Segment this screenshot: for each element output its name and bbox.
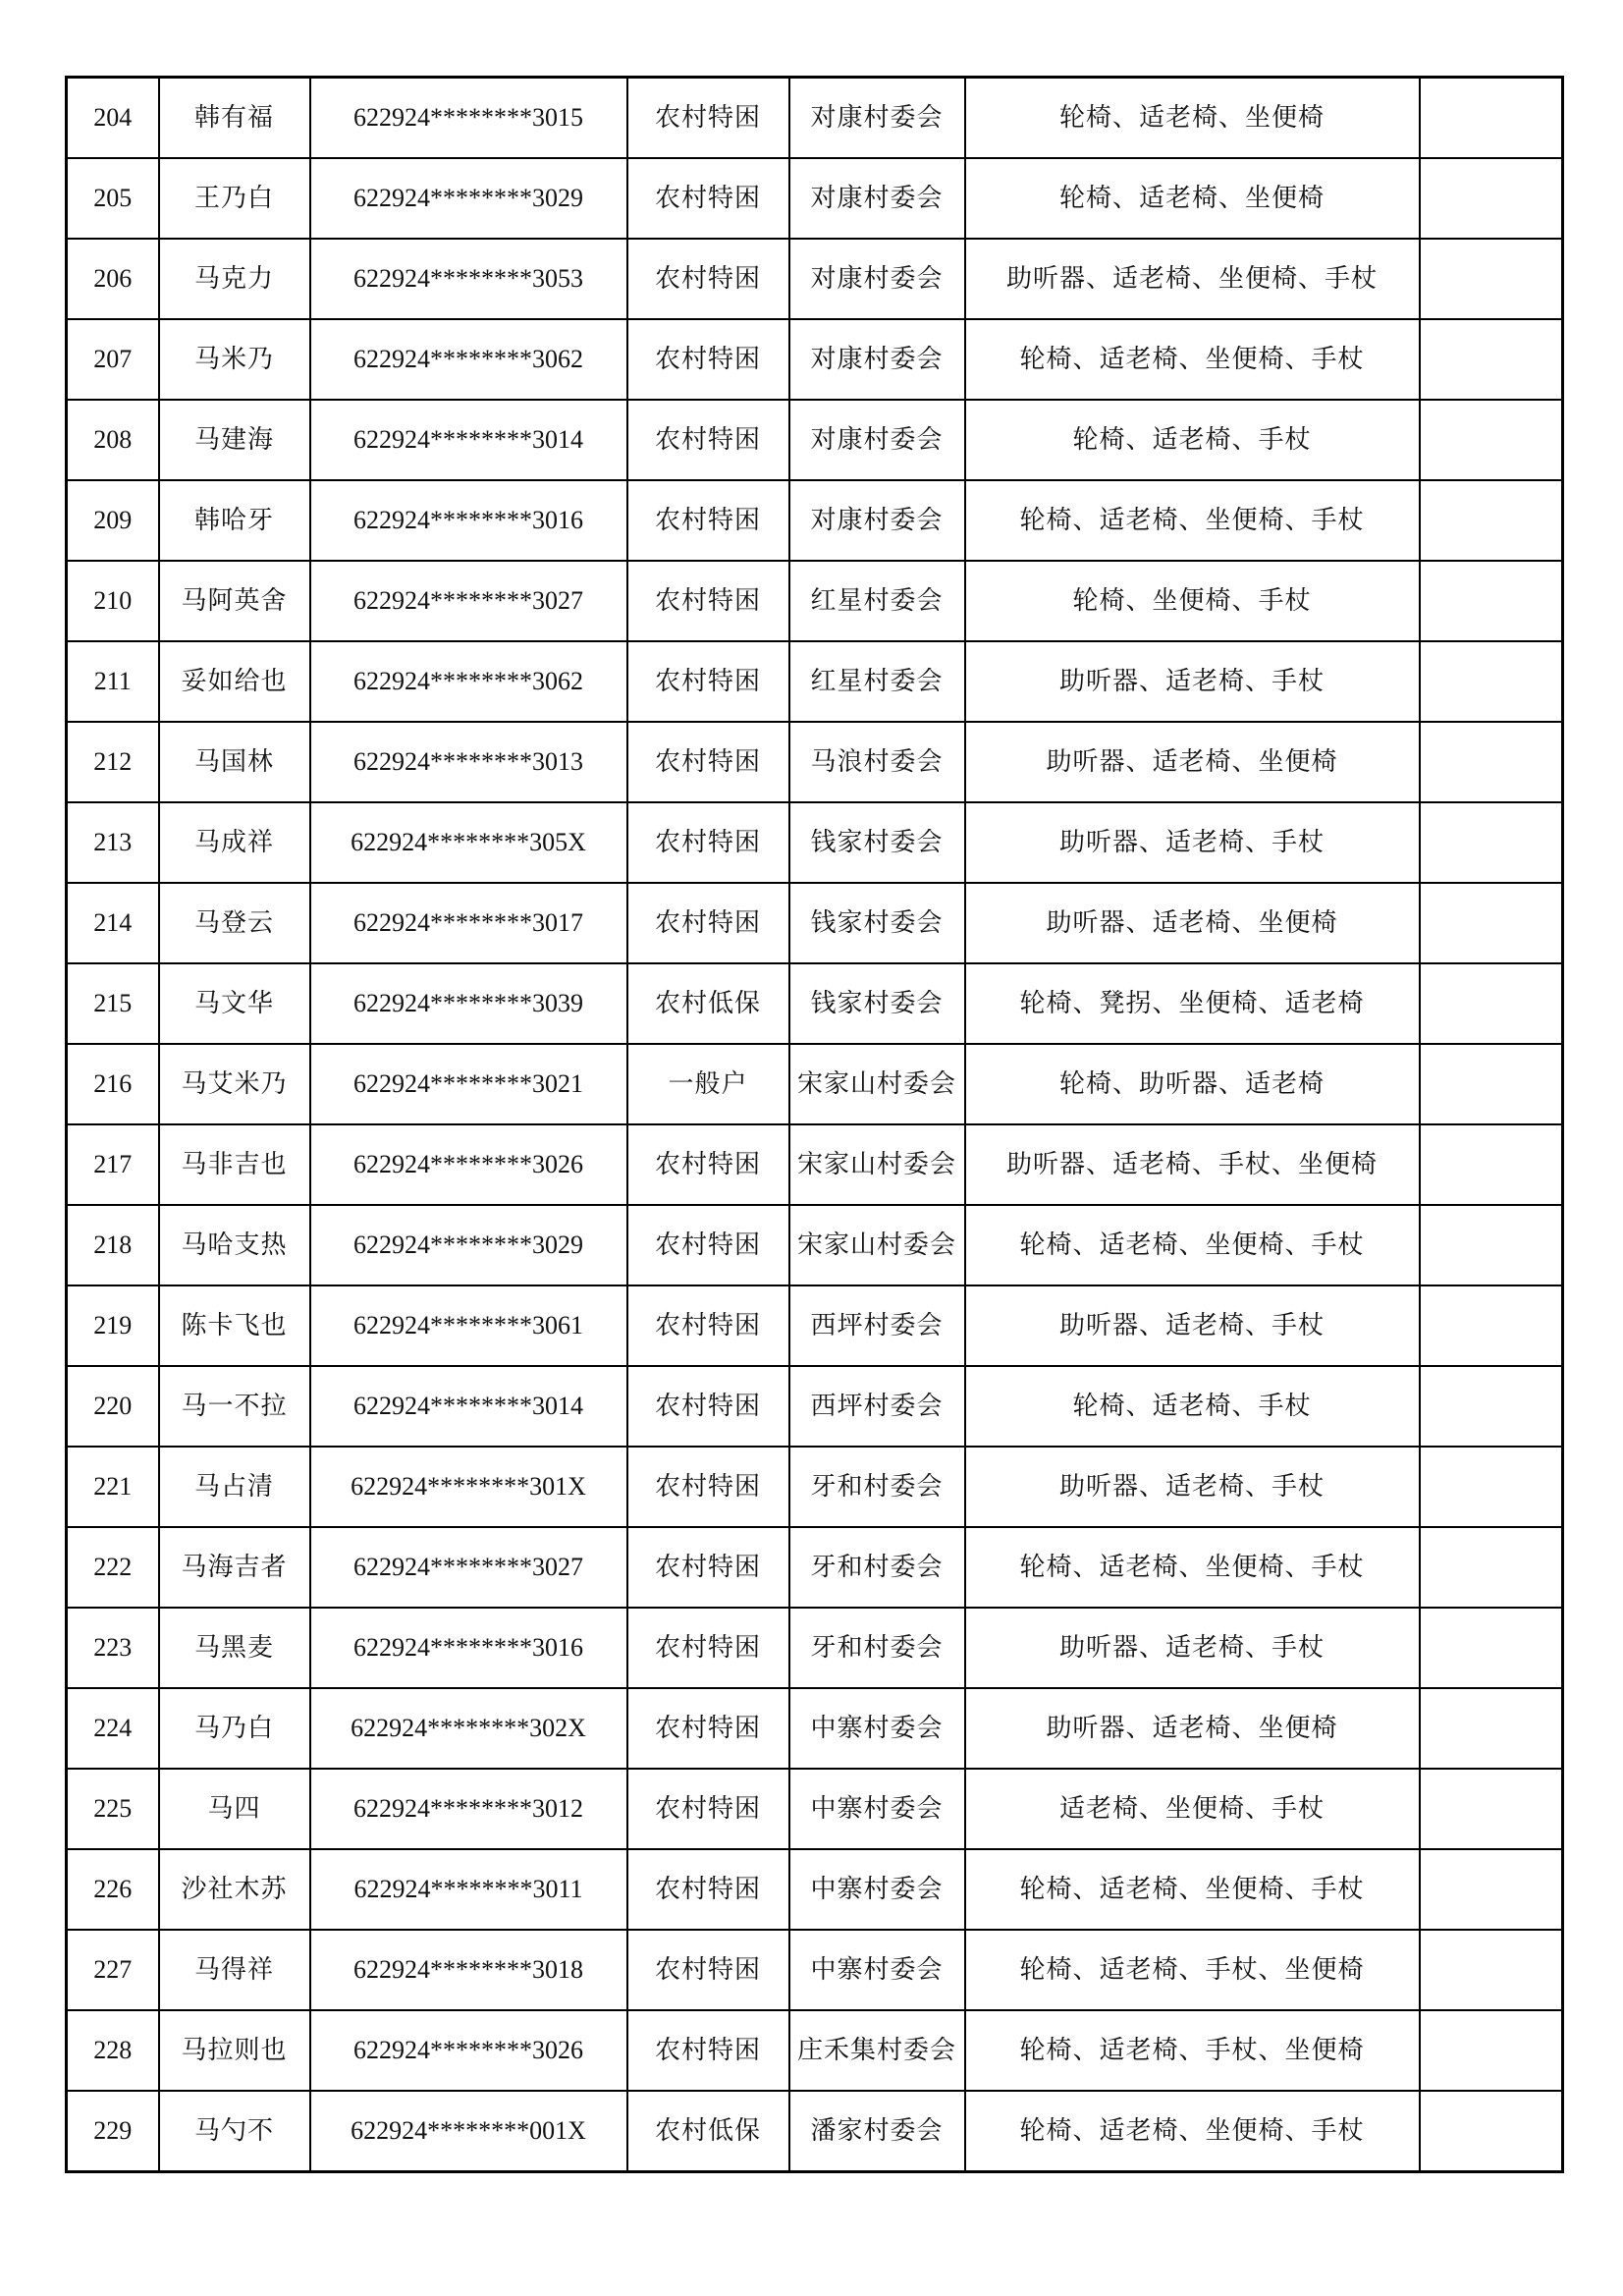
cell-name: 马哈支热 — [159, 1205, 310, 1285]
cell-village-committee: 对康村委会 — [789, 319, 965, 400]
cell-id-number: 622924********3018 — [310, 1930, 627, 2010]
cell-household-type: 农村特困 — [627, 883, 789, 963]
cell-id-number: 622924********3053 — [310, 239, 627, 319]
cell-index: 228 — [67, 2010, 159, 2091]
table-row — [67, 561, 1563, 641]
cell-name: 马海吉者 — [159, 1527, 310, 1608]
cell-remark — [1420, 400, 1563, 480]
table-row — [67, 480, 1563, 561]
cell-aid-items: 助听器、适老椅、手杖 — [965, 1285, 1420, 1366]
table-row — [67, 158, 1563, 239]
cell-name: 马占清 — [159, 1447, 310, 1527]
cell-index: 212 — [67, 722, 159, 802]
table-row — [67, 239, 1563, 319]
cell-index: 224 — [67, 1688, 159, 1769]
table-row — [67, 1688, 1563, 1769]
cell-remark — [1420, 1285, 1563, 1366]
cell-household-type: 农村特困 — [627, 1608, 789, 1688]
cell-name: 马四 — [159, 1769, 310, 1849]
cell-index: 210 — [67, 561, 159, 641]
cell-household-type: 农村特困 — [627, 641, 789, 722]
cell-village-committee: 庄禾集村委会 — [789, 2010, 965, 2091]
cell-name: 妥如给也 — [159, 641, 310, 722]
cell-index: 204 — [67, 78, 159, 159]
table-row — [67, 400, 1563, 480]
cell-remark — [1420, 480, 1563, 561]
cell-remark — [1420, 2091, 1563, 2172]
cell-remark — [1420, 1930, 1563, 2010]
cell-village-committee: 中寨村委会 — [789, 1930, 965, 2010]
cell-name: 陈卡飞也 — [159, 1285, 310, 1366]
cell-name: 马黑麦 — [159, 1608, 310, 1688]
table-row — [67, 883, 1563, 963]
cell-index: 211 — [67, 641, 159, 722]
cell-aid-items: 轮椅、坐便椅、手杖 — [965, 561, 1420, 641]
table-row — [67, 78, 1563, 159]
cell-village-committee: 红星村委会 — [789, 641, 965, 722]
table-row — [67, 963, 1563, 1044]
cell-aid-items: 轮椅、适老椅、手杖 — [965, 400, 1420, 480]
cell-index: 222 — [67, 1527, 159, 1608]
cell-name: 马文华 — [159, 963, 310, 1044]
cell-remark — [1420, 1205, 1563, 1285]
cell-household-type: 农村低保 — [627, 2091, 789, 2172]
cell-name: 马勺不 — [159, 2091, 310, 2172]
cell-index: 216 — [67, 1044, 159, 1124]
cell-aid-items: 轮椅、适老椅、坐便椅、手杖 — [965, 319, 1420, 400]
cell-id-number: 622924********3014 — [310, 1366, 627, 1447]
cell-index: 225 — [67, 1769, 159, 1849]
cell-remark — [1420, 1608, 1563, 1688]
cell-id-number: 622924********3015 — [310, 78, 627, 159]
cell-aid-items: 轮椅、适老椅、坐便椅 — [965, 158, 1420, 239]
cell-village-committee: 牙和村委会 — [789, 1608, 965, 1688]
cell-aid-items: 轮椅、适老椅、坐便椅、手杖 — [965, 480, 1420, 561]
table-body — [67, 78, 1563, 2172]
cell-name: 韩哈牙 — [159, 480, 310, 561]
cell-remark — [1420, 1849, 1563, 1930]
cell-remark — [1420, 158, 1563, 239]
cell-village-committee: 宋家山村委会 — [789, 1124, 965, 1205]
table-row — [67, 1608, 1563, 1688]
cell-village-committee: 对康村委会 — [789, 400, 965, 480]
cell-index: 229 — [67, 2091, 159, 2172]
cell-household-type: 农村特困 — [627, 158, 789, 239]
cell-id-number: 622924********3016 — [310, 1608, 627, 1688]
table-row — [67, 641, 1563, 722]
cell-household-type: 农村特困 — [627, 239, 789, 319]
cell-village-committee: 西坪村委会 — [789, 1366, 965, 1447]
cell-village-committee: 钱家村委会 — [789, 802, 965, 883]
cell-remark — [1420, 802, 1563, 883]
cell-name: 马克力 — [159, 239, 310, 319]
cell-index: 221 — [67, 1447, 159, 1527]
cell-remark — [1420, 1527, 1563, 1608]
cell-village-committee: 对康村委会 — [789, 480, 965, 561]
cell-household-type: 农村特困 — [627, 1849, 789, 1930]
cell-household-type: 农村特困 — [627, 1366, 789, 1447]
cell-index: 207 — [67, 319, 159, 400]
cell-village-committee: 西坪村委会 — [789, 1285, 965, 1366]
cell-household-type: 农村特困 — [627, 78, 789, 159]
cell-id-number: 622924********301X — [310, 1447, 627, 1527]
cell-id-number: 622924********3061 — [310, 1285, 627, 1366]
cell-id-number: 622924********3017 — [310, 883, 627, 963]
cell-aid-items: 轮椅、凳拐、坐便椅、适老椅 — [965, 963, 1420, 1044]
cell-id-number: 622924********3029 — [310, 158, 627, 239]
cell-id-number: 622924********3039 — [310, 963, 627, 1044]
cell-index: 227 — [67, 1930, 159, 2010]
cell-remark — [1420, 1688, 1563, 1769]
cell-village-committee: 牙和村委会 — [789, 1527, 965, 1608]
cell-name: 马一不拉 — [159, 1366, 310, 1447]
cell-household-type: 农村特困 — [627, 561, 789, 641]
cell-id-number: 622924********3011 — [310, 1849, 627, 1930]
table-row — [67, 1205, 1563, 1285]
cell-index: 214 — [67, 883, 159, 963]
table-row — [67, 722, 1563, 802]
cell-name: 沙社木苏 — [159, 1849, 310, 1930]
cell-id-number: 622924********3013 — [310, 722, 627, 802]
cell-remark — [1420, 561, 1563, 641]
cell-id-number: 622924********001X — [310, 2091, 627, 2172]
table-row — [67, 802, 1563, 883]
cell-remark — [1420, 963, 1563, 1044]
table-row — [67, 2091, 1563, 2172]
cell-aid-items: 轮椅、适老椅、坐便椅、手杖 — [965, 1849, 1420, 1930]
cell-id-number: 622924********3014 — [310, 400, 627, 480]
cell-id-number: 622924********3016 — [310, 480, 627, 561]
cell-village-committee: 中寨村委会 — [789, 1769, 965, 1849]
table-row — [67, 1366, 1563, 1447]
cell-aid-items: 轮椅、适老椅、坐便椅、手杖 — [965, 2091, 1420, 2172]
cell-index: 205 — [67, 158, 159, 239]
cell-name: 马登云 — [159, 883, 310, 963]
cell-household-type: 农村特困 — [627, 319, 789, 400]
table-row — [67, 319, 1563, 400]
cell-remark — [1420, 1044, 1563, 1124]
cell-aid-items: 轮椅、适老椅、坐便椅、手杖 — [965, 1205, 1420, 1285]
cell-remark — [1420, 641, 1563, 722]
cell-village-committee: 钱家村委会 — [789, 963, 965, 1044]
cell-household-type: 农村特困 — [627, 1124, 789, 1205]
cell-remark — [1420, 722, 1563, 802]
cell-index: 217 — [67, 1124, 159, 1205]
cell-id-number: 622924********3012 — [310, 1769, 627, 1849]
cell-aid-items: 轮椅、助听器、适老椅 — [965, 1044, 1420, 1124]
cell-aid-items: 轮椅、适老椅、手杖、坐便椅 — [965, 1930, 1420, 2010]
cell-remark — [1420, 1366, 1563, 1447]
cell-aid-items: 适老椅、坐便椅、手杖 — [965, 1769, 1420, 1849]
cell-household-type: 农村特困 — [627, 2010, 789, 2091]
cell-aid-items: 轮椅、适老椅、手杖、坐便椅 — [965, 2010, 1420, 2091]
cell-index: 223 — [67, 1608, 159, 1688]
cell-village-committee: 中寨村委会 — [789, 1849, 965, 1930]
cell-village-committee: 马浪村委会 — [789, 722, 965, 802]
cell-id-number: 622924********302X — [310, 1688, 627, 1769]
cell-id-number: 622924********3021 — [310, 1044, 627, 1124]
cell-village-committee: 对康村委会 — [789, 158, 965, 239]
table-row — [67, 1527, 1563, 1608]
cell-name: 马得祥 — [159, 1930, 310, 2010]
cell-remark — [1420, 239, 1563, 319]
cell-aid-items: 助听器、适老椅、手杖 — [965, 802, 1420, 883]
cell-index: 226 — [67, 1849, 159, 1930]
cell-name: 马非吉也 — [159, 1124, 310, 1205]
cell-index: 213 — [67, 802, 159, 883]
cell-index: 218 — [67, 1205, 159, 1285]
cell-household-type: 农村特困 — [627, 1769, 789, 1849]
cell-household-type: 农村特困 — [627, 1527, 789, 1608]
cell-village-committee: 红星村委会 — [789, 561, 965, 641]
cell-id-number: 622924********305X — [310, 802, 627, 883]
table-row — [67, 1769, 1563, 1849]
cell-remark — [1420, 883, 1563, 963]
cell-household-type: 农村特困 — [627, 1205, 789, 1285]
cell-name: 马成祥 — [159, 802, 310, 883]
cell-id-number: 622924********3026 — [310, 2010, 627, 2091]
cell-village-committee: 对康村委会 — [789, 78, 965, 159]
cell-household-type: 农村特困 — [627, 1930, 789, 2010]
cell-name: 马建海 — [159, 400, 310, 480]
cell-household-type: 农村特困 — [627, 1285, 789, 1366]
cell-remark — [1420, 1124, 1563, 1205]
cell-aid-items: 助听器、适老椅、手杖 — [965, 1447, 1420, 1527]
cell-id-number: 622924********3062 — [310, 641, 627, 722]
cell-household-type: 农村特困 — [627, 802, 789, 883]
cell-remark — [1420, 319, 1563, 400]
cell-aid-items: 轮椅、适老椅、手杖 — [965, 1366, 1420, 1447]
cell-name: 马国林 — [159, 722, 310, 802]
cell-name: 王乃白 — [159, 158, 310, 239]
table-row — [67, 1447, 1563, 1527]
cell-remark — [1420, 78, 1563, 159]
table-row — [67, 1930, 1563, 2010]
cell-id-number: 622924********3027 — [310, 1527, 627, 1608]
cell-household-type: 农村特困 — [627, 1447, 789, 1527]
table-row — [67, 1124, 1563, 1205]
cell-name: 韩有福 — [159, 78, 310, 159]
cell-aid-items: 助听器、适老椅、手杖 — [965, 641, 1420, 722]
cell-index: 215 — [67, 963, 159, 1044]
table-row — [67, 1044, 1563, 1124]
cell-name: 马拉则也 — [159, 2010, 310, 2091]
cell-id-number: 622924********3026 — [310, 1124, 627, 1205]
cell-remark — [1420, 1447, 1563, 1527]
cell-remark — [1420, 1769, 1563, 1849]
table-row — [67, 2010, 1563, 2091]
cell-name: 马米乃 — [159, 319, 310, 400]
cell-aid-items: 轮椅、适老椅、坐便椅 — [965, 78, 1420, 159]
cell-aid-items: 助听器、适老椅、坐便椅 — [965, 883, 1420, 963]
cell-index: 206 — [67, 239, 159, 319]
cell-index: 209 — [67, 480, 159, 561]
cell-index: 208 — [67, 400, 159, 480]
cell-aid-items: 助听器、适老椅、手杖 — [965, 1608, 1420, 1688]
cell-aid-items: 助听器、适老椅、坐便椅、手杖 — [965, 239, 1420, 319]
cell-aid-items: 助听器、适老椅、手杖、坐便椅 — [965, 1124, 1420, 1205]
cell-village-committee: 潘家村委会 — [789, 2091, 965, 2172]
cell-aid-items: 助听器、适老椅、坐便椅 — [965, 1688, 1420, 1769]
beneficiary-table — [65, 76, 1564, 2173]
cell-village-committee: 牙和村委会 — [789, 1447, 965, 1527]
cell-id-number: 622924********3027 — [310, 561, 627, 641]
cell-index: 220 — [67, 1366, 159, 1447]
cell-id-number: 622924********3029 — [310, 1205, 627, 1285]
cell-household-type: 农村特困 — [627, 480, 789, 561]
cell-name: 马乃白 — [159, 1688, 310, 1769]
cell-household-type: 农村特困 — [627, 400, 789, 480]
cell-aid-items: 轮椅、适老椅、坐便椅、手杖 — [965, 1527, 1420, 1608]
cell-index: 219 — [67, 1285, 159, 1366]
cell-remark — [1420, 2010, 1563, 2091]
table-row — [67, 1285, 1563, 1366]
cell-village-committee: 钱家村委会 — [789, 883, 965, 963]
cell-village-committee: 宋家山村委会 — [789, 1044, 965, 1124]
table-row — [67, 1849, 1563, 1930]
cell-name: 马艾米乃 — [159, 1044, 310, 1124]
cell-name: 马阿英舍 — [159, 561, 310, 641]
cell-aid-items: 助听器、适老椅、坐便椅 — [965, 722, 1420, 802]
cell-village-committee: 中寨村委会 — [789, 1688, 965, 1769]
cell-village-committee: 宋家山村委会 — [789, 1205, 965, 1285]
cell-id-number: 622924********3062 — [310, 319, 627, 400]
cell-household-type: 一般户 — [627, 1044, 789, 1124]
cell-household-type: 农村特困 — [627, 722, 789, 802]
cell-village-committee: 对康村委会 — [789, 239, 965, 319]
cell-household-type: 农村特困 — [627, 1688, 789, 1769]
cell-household-type: 农村低保 — [627, 963, 789, 1044]
